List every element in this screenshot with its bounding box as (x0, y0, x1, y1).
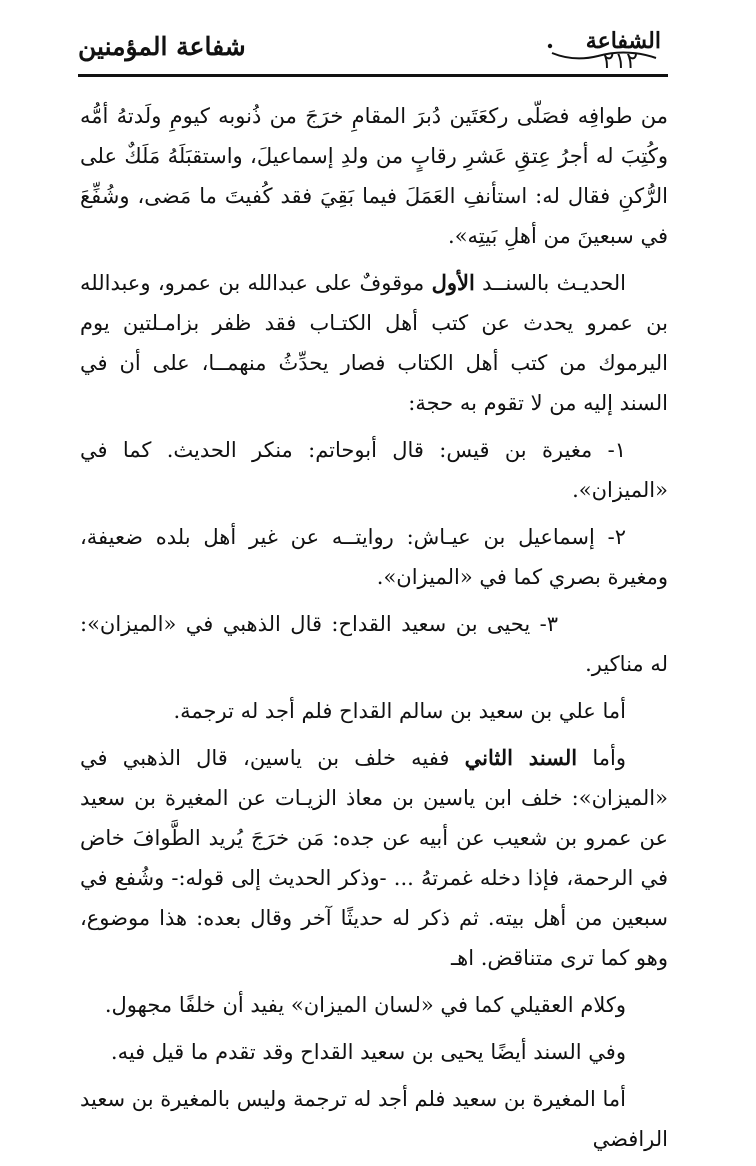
second-chain-label: السند الثاني (464, 745, 578, 770)
header-rule (78, 74, 668, 77)
page-number: ٢١٢ (602, 49, 638, 74)
narrator-item-2: ٢- إسماعيل بن عيـاش: روايتــه عن غير أهل بلده ضعيفة، ومغيرة بصري كما في «الميزان». (80, 525, 668, 589)
paragraph-yahya-qaddah: وفي السند أيضًا يحيى بن سعيد القداح وقد تقدم ما قيل فيه. (110, 1040, 626, 1064)
paragraph-mughira: أما المغيرة بن سعيد فلم أجد له ترجمة وليس بالمغيرة بن سعيد الرافضي (80, 1087, 668, 1151)
first-chain-text: موقوفٌ على عبدالله بن عمرو، وعبدالله بن عمرو يحدث عن كتب أهل الكتـاب فقد ظفر بزامـلتين يوم اليرموك من كتب أهل الكتاب فصار يحدِّثُ منهمــا، على أن في السند إليه من لا تقوم به حجة: (80, 271, 668, 415)
second-chain-text: ففيه خلف بن ياسين، قال الذهبي في «الميزان»: خلف ابن ياسين بن معاذ الزيـات عن المغيرة بن سعيد عن عمرو بن شعيب عن أبيه عن جده: مَن خرَجَ يُريد الطَّوافَ خاض في الرحمة، فإذا دخله غمرتهُ ... -وذكر الحديث إلى قوله:- وشُفع في سبعين من أهل بيته. ثم ذكر له حديثًا آخر وقال بعده: هذا موضوع، وهو كما ترى متناقض. اهـ (80, 746, 668, 970)
paragraph-hadith-text: من طوافِه فصَلّى ركعَتَين دُبرَ المقامِ خرَجَ من ذُنوبه كيومِ ولَدتهُ أمُّه وكُتِبَ له أجرُ عِتقِ عَشرِ رقابٍ من ولدِ إسماعيلَ، واستقبَلَهُ مَلَكٌ على الرُّكنِ فقال له: استأنفِ العَمَلَ فيما بَقِيَ فقد كُفيتَ ما مَضى، وشُفِّعَ في سبعينَ من أهلِ بَيتِه». (80, 104, 668, 248)
logo-dot (548, 44, 552, 48)
second-chain-intro: وأما (577, 746, 626, 770)
book-logo-text: الشفاعة (585, 28, 661, 54)
running-title: شفاعة المؤمنين (78, 32, 246, 61)
paragraph-ali-ibn-said: أما علي بن سعيد بن سالم القداح فلم أجد له ترجمة. (173, 699, 626, 723)
paragraph-second-chain (80, 738, 668, 978)
first-chain-intro: الحديـث بالسنــد (474, 271, 626, 295)
first-chain-label: الأول (431, 270, 475, 295)
paragraph-first-chain (80, 263, 668, 423)
narrator-item-3: ٣- يحيى بن سعيد القداح: قال الذهبي في «الميزان»: له مناكير. (80, 612, 668, 676)
paragraph-uqayli: وكلام العقيلي كما في «لسان الميزان» يفيد أن خلفًا مجهول. (104, 993, 626, 1017)
narrator-item-1: ١- مغيرة بن قيس: قال أبوحاتم: منكر الحديث. كما في «الميزان». (80, 438, 668, 502)
page-header (78, 22, 668, 82)
body-text (80, 96, 668, 1166)
